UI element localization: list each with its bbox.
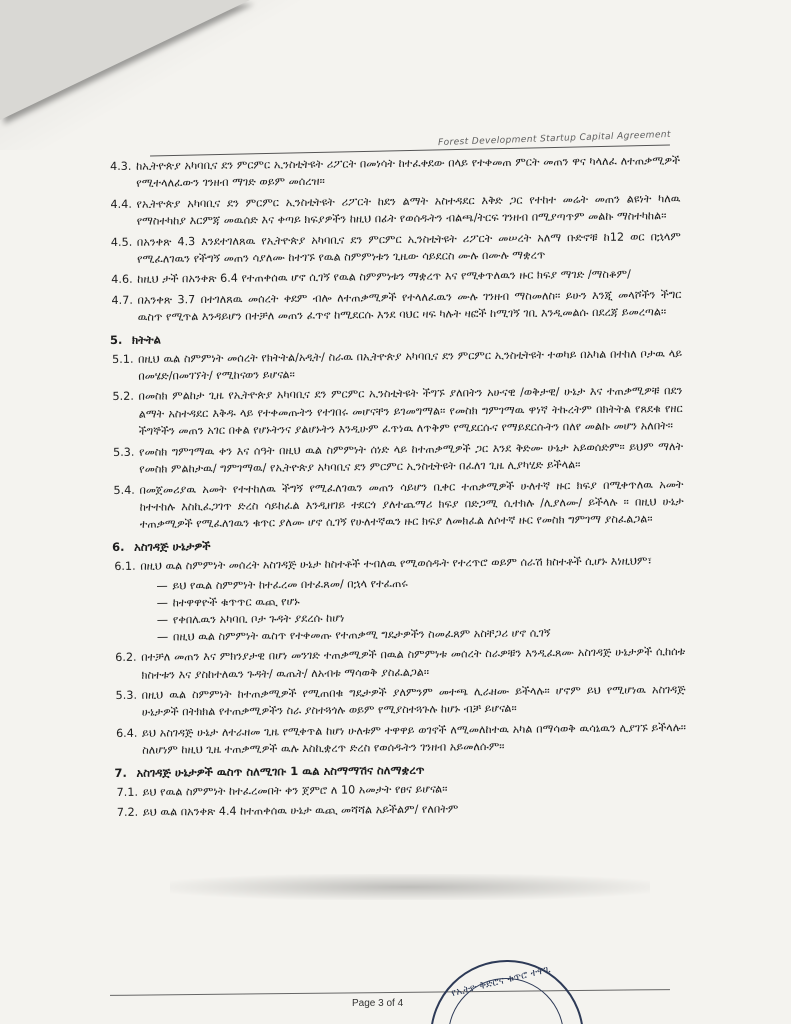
item-number: 5.1. — [112, 352, 134, 366]
item-text: በዚህ ዉል ስምምነት መሰረት የክትትል/አዲት/ ስራዉ በኢትዮጵያ አካባቢና ደን ምርምር ኢንስቲትዩት ተወካይ በአካል በተከለ ቦታዉ ላይ በመሄድ/በመገኘት/ የሚከናወን ይሆናል። — [138, 346, 683, 383]
item-number: 5.4. — [113, 483, 135, 497]
footer-rule — [110, 989, 670, 996]
item-text: ከዚህ ታች በአንቀጽ 6.4 የተጠቀሰዉ ሆኖ ሲገኝ የዉል ስምምነቱን ማቋረጥ እና የሚቀጥለዉን ዙር ክፍያ ማገድ /ማስቆም/ — [137, 267, 631, 287]
list-item — [115, 643, 685, 684]
items-5-list — [112, 345, 684, 534]
section-number: 7. — [114, 765, 127, 780]
running-header: Forest Development Startup Capital Agreement — [437, 129, 672, 149]
page-number: Page 3 of 4 — [352, 998, 404, 1009]
list-item — [111, 286, 681, 327]
section-title: አስገዳጅ ሁኔታዎች ዉስጥ ስለሚገቡ 1 ዉል አስማማሽና ስለማቋረጥ — [136, 762, 425, 780]
item-number: 4.7. — [111, 293, 133, 307]
items-6-list — [114, 552, 686, 760]
items-7-list — [117, 778, 687, 822]
item-number: 4.3. — [110, 159, 132, 173]
list-item — [116, 719, 686, 760]
list-item — [117, 778, 687, 801]
list-item — [110, 152, 680, 193]
item-number: 4.5. — [110, 235, 133, 249]
list-item — [113, 476, 684, 534]
list-item — [112, 345, 682, 386]
item-number: 7.1. — [116, 785, 139, 799]
section-number: 6. — [111, 539, 125, 554]
document-body — [110, 152, 687, 824]
section-title: ክትትል — [131, 332, 162, 347]
item-number: 6.4. — [115, 726, 138, 740]
item-number: 6.2. — [115, 650, 137, 665]
scan-smudge — [170, 874, 650, 900]
list-item — [111, 228, 681, 269]
dash-text: ከተዋዋዮች ቁጥጥር ዉጪ የሆኑ — [172, 595, 300, 610]
item-text: በተቻለ መጠን እና ምክንያታዊ በሆነ መንገድ ተጠቃሚዎች በዉል ስምምነቱ መሰረት ስራዎቹን እንዲፈጸሙ አስገዳጅ ሁኔታዎች ሲከሰቱ ክስተቱን እና ያስከተለዉን ጉዳት/ ዉጤት/ ለአብቱ ማሳወቅ ያስፈልጋል። — [141, 645, 686, 682]
item-number: 7.2. — [116, 805, 139, 819]
dash-mark: — — [156, 613, 169, 627]
item-text: በመጀመሪያዉ አመት የተተከለዉ ችግኝ የሚፈለገዉን መጠን ሳይሆን ቢቀር ተጠቃሚዎች ሁለተኛ ዙር ክፍያ በሚቀጥለዉ አመት ከተተከሉ እስኪፈጋገጥ ድረስ ሳይከፈል እንዲዘገይ ተደርጎ ያለተጨማሪ ክፍያ በድጋሚ ሲተክሉ /ሊያለሙ/ ይችላሉ ። በዚህ ሁኔታ ተጠቃሚዎች የሚፈለገዉን ቁጥር ያለሙ ሆኖ ሲገኝ የሁለተኛዉን ዙር ክፍያ ለመክፈል ለሶተኛ ዙር የመስክ ግምገማ ያስፈልጋል። — [139, 477, 684, 532]
item-text: ይህ ዉል በአንቀጽ 4.4 ከተጠቀሰዉ ሁኔታ ዉጪ መሻሻል አይችልም/ የለበትም — [142, 802, 459, 819]
page-curl — [0, 0, 250, 120]
list-item — [111, 265, 681, 288]
list-item — [116, 681, 686, 722]
item-number: 4.4. — [110, 197, 132, 211]
dash-text: የቀበሌዉን አካባቢ ቦታ ጉዳት ያደረሱ ከሆነ — [172, 611, 345, 627]
item-text: በአንቀጽ 3.7 በተገለጸዉ መሰረት ቀደም ብሎ ለተጠቃሚዎች የተላለፈዉን ሙሉ ገንዘብ ማስመለስ። ይሁን እንጂ መላሾችን ችግር ዉስጥ የሚጥል እንዳይሆን በተቻለ መጠን ፈጥኖ ከሚደርሱ እንደ ባህር ዛፍ ካሉት ዛፎች ከሚገኝ ገቢ እንዲመልሱ በደረጃ ይመረጣል። — [137, 287, 682, 324]
dash-mark: — — [156, 596, 168, 610]
item-text: በመስክ ምልከታ ጊዜ የኢትዮጵያ አካባቢና ደን ምርምር ኢንስቲትዩት ችግኙ ያለበትን አሁናዊ /ወቅታዊ/ ሁኔታ እና ተጠቃሚዎቹ በደን ልማት አስተዳደር እቅዱ ላይ የተቀመጡትን የተገበሩ መሆናቸን ይገመግማል። የመስክ ግምገማዉ ዋነኛ ትኩረትም በክትትል የጸደቁ የዘር ችግኞችን መጠን አገር በቀል የሆኑትንና ያልሆኑትን እንዲሁም ፈጥነዉ ለጥቅም የሚደርሱና የማይደርሱትን በለየ መልኩ መሆን አለበት። — [138, 384, 683, 438]
dash-mark: — — [156, 630, 169, 644]
dash-text: በዚህ ዉል ስምምነት ዉስጥ የተቀመጡ የተጠቃሚ ግዴታዎችን ስመፈጸም አስቸጋሪ ሆኖ ሲገኝ — [172, 626, 551, 644]
item-text: በአንቀጽ 4.3 እንደተገለጸዉ የኢትዮጵያ አካባቢና ደን ምርምር ኢንስቲትዩት ሪፖርት መሠረት አለማ ቡድኖቹ ከ12 ወር በኋላም የሚፈለገዉን የችግኝ መጠን ሳያለሙ ከተገኙ የዉል ስምምነቱን ጊዜው ሳይደርስ ሙሉ በሙሉ ማቋረጥ — [136, 229, 681, 266]
list-item — [110, 190, 680, 231]
item-number: 5.3. — [113, 445, 135, 459]
item-number: 6.1. — [114, 559, 136, 573]
list-item — [114, 552, 684, 575]
section-title: አስገዳጅ ሁኔታዎች — [133, 538, 211, 554]
item-number: 4.6. — [111, 273, 133, 287]
item-number: 5.2. — [112, 390, 134, 404]
item-text: የመስክ ግምገማዉ ቀን እና ሰዓት በዚህ ዉል ስምምነት ሰነድ ላይ ከተጠቃሚዎች ጋር እንደ ቅድሙ ሁኔታ አይወሰድም። ይህም ማለት የመስክ ምልከታዉ/ ግምገማዉ/ የኢትዮጵያ አካባቢና ደን ምርምር ኢንስቲትዩት በፈለገ ጊዜ ሊያካሂድ ይችላል። — [139, 439, 684, 476]
list-item — [112, 382, 683, 440]
item-text: በዚህ ዉል ስምምነት ከተጠቃሚዎች የሚጠበቁ ግዴታዎች ያለምንም መተጫ ሊራዘሙ ይችላሉ። ሆኖም ይህ የሚሆነዉ አስገዳጅ ሁኔታዎች በትክክል የተጠቃሚዎችን ስራ ያስተጓጎሉ ወይም የሚያስተጓጉሉ ከሆኑ ብቻ ይሆናል። — [141, 682, 686, 720]
item-text: የኢትዮጵያ አካባቢና ደን ምርምር ኢንስቲትዩት ሪፖርት ከደን ልማት አስተዳደር እቅድ ጋር የተከተ መሬት መጠን ልዩነት ካለዉ የማስተካከያ እርምጃ መዉሰድ እና ቀጣይ ክፍያዎችን ከዚህ በፊት የወሰዱትን ብልጫ/ትርፍ ገንዘብ በሚያጣጥም መልኩ ማስተካከል። — [136, 191, 681, 228]
official-stamp — [430, 960, 584, 1024]
item-text: ይህ የዉል ስምምነት ከተፈረመበት ቀን ጀምሮ ለ 10 አመታት የፀና ይሆናል። — [142, 782, 448, 799]
list-item — [113, 438, 683, 479]
stamp-text: የኢትዮ ቅድሮና ቁጥሮ ተዋጊ — [450, 963, 552, 1000]
items-4-list — [110, 152, 682, 327]
item-text: በዚህ ዉል ስምምነት መሰረት አስገዳጅ ሁኔታ ከስተቶች ተብለዉ የሚወሰዱት የተረጥሮ ወይም ሰራሽ ክስተቶች ሲሆኑ እነዚህም፣ — [140, 554, 653, 573]
section-number: 5. — [109, 332, 123, 347]
item-text: ይህ አስገዳጅ ሁኔታ ለተራዘመ ጊዜ የሚቀጥል ከሆነ ሁለቱም ተዋዋይ ወገኖች ለሚመለከተዉ አካል በማሳወቅ ዉሳኔዉን ሊያገኙ ይችላሉ። ስለሆነም ከዚህ ጊዜ ተጠቃሚዎች ዉሉ እስኪቋረጥ ድረስ የወሰዱትን ገንዘብ አይመለሱም። — [141, 720, 687, 757]
item-text: ከኢትዮጵያ አካባቢና ደን ምርምር ኢንስቲትዩት ሪፖርት በመነሳት ከተፈቀደው በላይ የተቀመጠ ምርት መጠን ዋና ካላለፈ ለተጠቃሚዎች የሚተላለፈውን ገንዘብ ማገድ ወይም መሰረዝ። — [136, 154, 681, 191]
dash-mark: — — [156, 579, 168, 593]
item-number: 5.3. — [115, 688, 138, 702]
dash-text: ይህ የዉል ስምምነት ከተፈረመ በተፈጸመ/ በኋላ የተፈጠሩ — [172, 577, 408, 593]
list-item — [117, 798, 687, 821]
